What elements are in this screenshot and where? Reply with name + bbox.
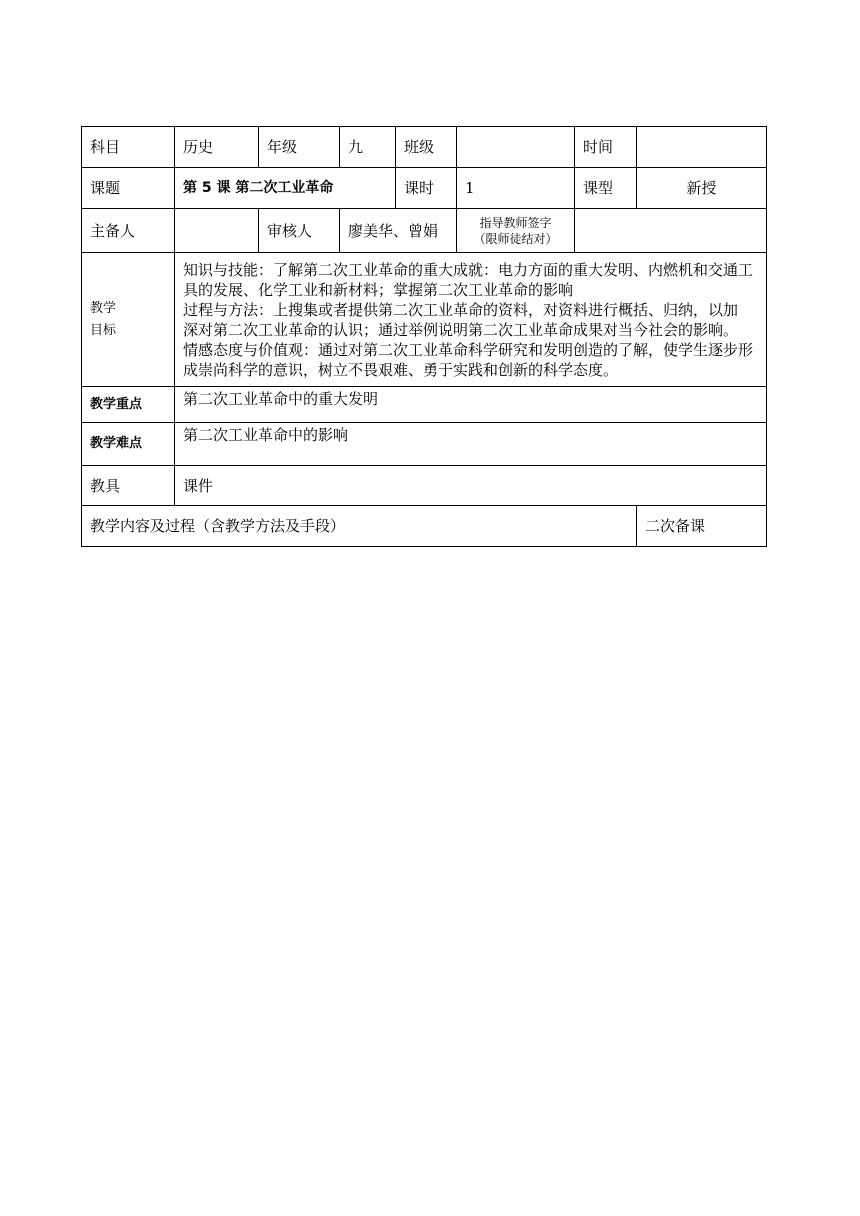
objectives-label-line2: 目标 bbox=[90, 322, 117, 338]
time-label: 时间 bbox=[575, 127, 637, 168]
type-label: 课型 bbox=[575, 168, 637, 209]
hours-value: 1 bbox=[457, 168, 575, 209]
topic-value: 第 5 课 第二次工业革命 bbox=[175, 168, 396, 209]
subject-value: 历史 bbox=[175, 127, 259, 168]
class-value bbox=[457, 127, 575, 168]
objectives-label-line1: 教学 bbox=[90, 300, 117, 316]
key-points-row bbox=[82, 387, 767, 423]
mentor-label-line1: 指导教师签字 bbox=[479, 215, 552, 230]
preparers-row bbox=[82, 209, 767, 253]
objective-line: 成崇尚科学的意识，树立不畏艰难、勇于实践和创新的科学态度。 bbox=[183, 360, 619, 379]
mentor-label-line2: （限师徒结对） bbox=[473, 231, 558, 246]
type-value: 新授 bbox=[637, 168, 767, 209]
objective-line: 知识与技能：了解第二次工业革命的重大成就：电力方面的重大发明、内燃机和交通工 bbox=[183, 260, 754, 279]
objective-line: 具的发展、化学工业和新材料；掌握第二次工业革命的影响 bbox=[183, 280, 574, 299]
topic-label: 课题 bbox=[82, 168, 175, 209]
tools-value: 课件 bbox=[175, 466, 767, 506]
mentor-signature-value bbox=[575, 209, 767, 253]
header-row bbox=[82, 127, 767, 168]
difficulties-value: 第二次工业革命中的影响 bbox=[175, 423, 767, 466]
lesson-row bbox=[82, 168, 767, 209]
grade-label: 年级 bbox=[259, 127, 340, 168]
key-points-label: 教学重点 bbox=[82, 387, 175, 423]
reviewer-value: 廖美华、曾娟 bbox=[340, 209, 457, 253]
time-value bbox=[637, 127, 767, 168]
objectives-label bbox=[82, 253, 175, 387]
tools-label: 教具 bbox=[82, 466, 175, 506]
class-label: 班级 bbox=[396, 127, 457, 168]
key-points-value: 第二次工业革命中的重大发明 bbox=[175, 387, 767, 423]
objectives-row bbox=[82, 253, 767, 387]
process-row bbox=[82, 506, 767, 547]
objective-line: 过程与方法：上搜集或者提供第二次工业革命的资料，对资料进行概括、归纳，以加 bbox=[183, 300, 739, 319]
lesson-plan-table bbox=[81, 126, 767, 547]
difficulties-row bbox=[82, 423, 767, 466]
main-preparer-label: 主备人 bbox=[82, 209, 175, 253]
hours-label: 课时 bbox=[396, 168, 457, 209]
reviewer-label: 审核人 bbox=[259, 209, 340, 253]
process-label: 教学内容及过程（含教学方法及手段） bbox=[82, 506, 637, 547]
mentor-signature-label bbox=[457, 209, 575, 253]
main-preparer-value bbox=[175, 209, 259, 253]
difficulties-label: 教学难点 bbox=[82, 423, 175, 466]
objective-line: 深对第二次工业革命的认识；通过举例说明第二次工业革命成果对当今社会的影响。 bbox=[183, 320, 739, 339]
objectives-content bbox=[175, 253, 767, 387]
objective-line: 情感态度与价值观：通过对第二次工业革命科学研究和发明创造的了解，使学生逐步形 bbox=[183, 340, 754, 359]
subject-label: 科目 bbox=[82, 127, 175, 168]
secondary-prep-label: 二次备课 bbox=[637, 506, 767, 547]
tools-row bbox=[82, 466, 767, 506]
grade-value: 九 bbox=[340, 127, 396, 168]
